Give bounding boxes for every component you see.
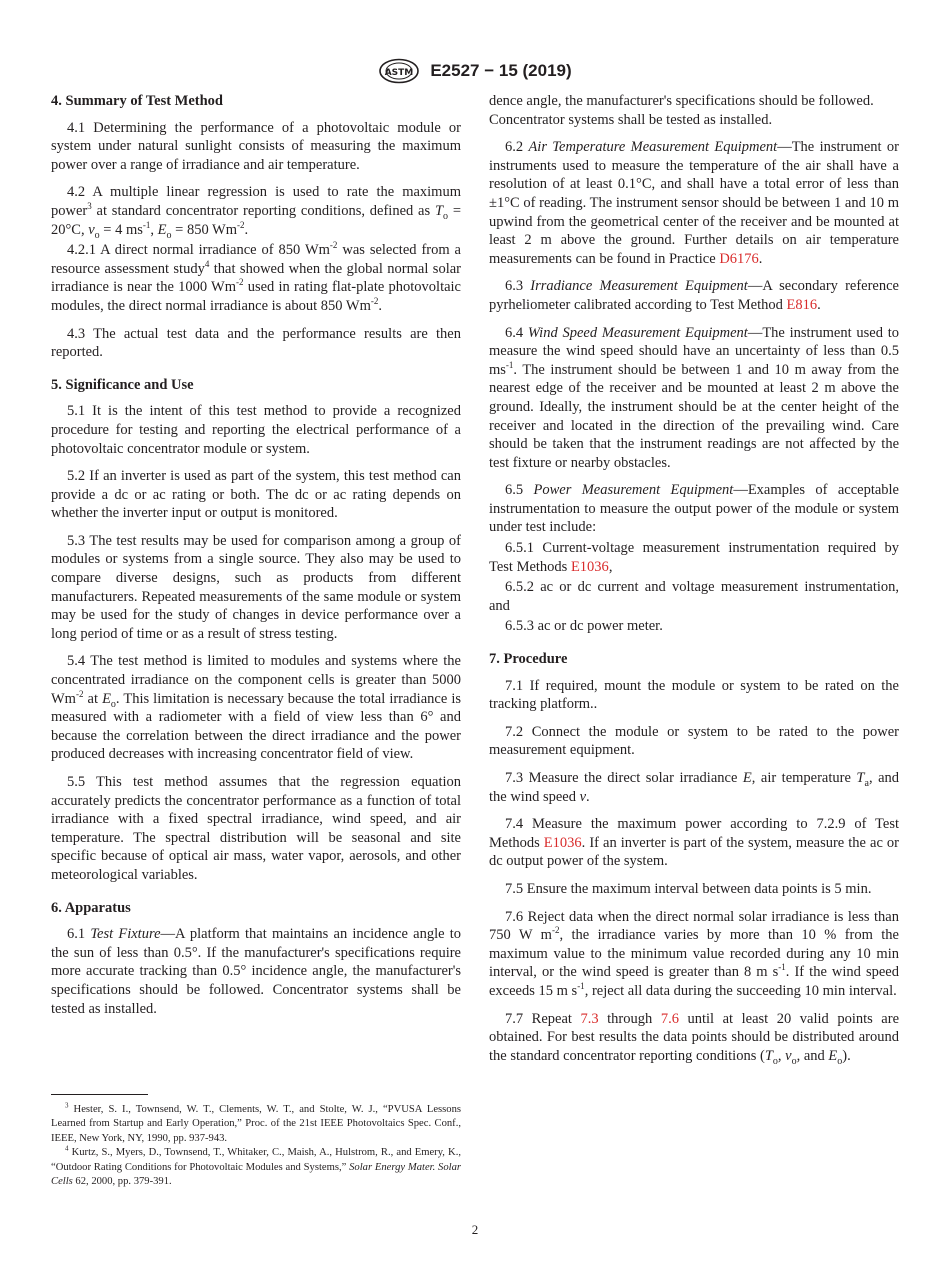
link-e1036[interactable]: E1036 — [570, 558, 609, 575]
para-5-4: 5.4 The test method is limited to modules and systems where the concentrated irradiance on the component cells is greater than 5000 $Wm^{-2}$ at $E_o$. This limitation is necessary because the total irradiance is measured with a radiometer with a field of view less than 6° and because the correlation between the direct irradiance and the power produced decreases with increasing concentrator field of view. — [51, 653, 462, 763]
footnote-rule — [51, 1094, 148, 1095]
footnote-4: $^4$ Kurtz, S., Myers, D., Townsend, T., Whitaker, C., Maish, A., Hulstrom, R., and Emery, K., “Outdoor Rating Conditions for Photovoltaic Modules and Systems,” Solar Energy Mater. Solar Cells 62, 2000, pp. 379-391. — [51, 1144, 462, 1188]
link-e1036-2[interactable]: E1036 — [543, 834, 582, 851]
para-5-3: 5.3 The test results may be used for comparison among a group of modules or systems from a single source. They also may be used to compare diverse designs, such as products from different manufacturers. Repeated measurements of the same module or system may be used for the study of changes in device performance over a long period of time or as a result of stress testing. — [51, 532, 461, 642]
para-6-4: 6.4 Wind Speed Measurement Equipment—The instrument used to measure the wind speed should have an uncertainty of less than 0.5 $ms^{-1}$. The instrument should be between 1 and 10 m away from the nearest edge of the receiver and be mounted at least 2 m above the ground. Ideally, the instrument should be at the center height of the receiver and located in the direction of the prevailing wind. Care should be taken that the instrument readings are not affected by the test fixture or nearby obstacles. — [489, 324, 900, 471]
para-6-1-continued: dence angle, the manufacturer's specifications should be followed. Concentrator systems shall be tested as installed. — [489, 93, 874, 128]
para-5-2: 5.2 If an inverter is used as part of the system, this test method can provide a dc or ac rating or both. The dc or ac rating depends on whether the inverter input or output is monitored. — [51, 468, 461, 522]
footnote-ref-3: 3 — [87, 201, 92, 212]
para-7-2: 7.2 Connect the module or system to be rated to the power measurement equipment. — [489, 723, 899, 759]
footnotes — [51, 1103, 461, 1189]
link-e816[interactable]: E816 — [786, 296, 818, 313]
para-4-2-1: 4.2.1 A direct normal irradiance of 850 $Wm^{-2}$ was selected from a resource assessment study$^4$ that showed when the global normal solar irradiance is near the 1000 $Wm^{-2}$ used in rating flat-plate photovoltaic modules, the direct normal irradiance is about 850 $Wm^{-2}$. — [51, 240, 461, 314]
right-column — [489, 92, 899, 1074]
svg-text:ASTM: ASTM — [385, 68, 414, 78]
para-5-5: 5.5 This test method assumes that the regression equation accurately predicts the concentrator performance as a function of total irradiance with a fixed spectral irradiance, wind speed, and air temperature. The spectral distribution will be seasonal and site specific because of optical air mass, water vapor, aerosols, and other meteorological variables. — [51, 774, 461, 883]
para-7-3: 7.3 Measure the direct solar irradiance E, air temperature $T_a$, and the wind speed v. — [489, 770, 900, 805]
left-column — [51, 92, 462, 1017]
section-heading-6: 6. Apparatus — [51, 899, 131, 916]
para-6-5: 6.5 Power Measurement Equipment—Examples of acceptable instrumentation to measure the output power of the module or system under test include: — [489, 482, 899, 536]
section-heading-4: 4. Summary of Test Method — [51, 93, 223, 109]
section-heading-7: 7. Procedure — [489, 651, 568, 668]
para-7-6: 7.6 Reject data when the direct normal solar irradiance is less than 750 W $m^{-2}$, the irradiance varies by more than 10 % from the maximum value to the minimum value recorded during any 10 min interval, or the wind speed is greater than 8 m $s^{-1}$. If the wind speed exceeds 15 m $s^{-1}$, reject all data during the succeeding 10 min interval. — [489, 908, 899, 999]
para-7-4: 7.4 Measure the maximum power according to 7.2.9 of Test Methods E1036. If an inverter is part of the system, measure the ac or dc output power of the system. — [489, 816, 900, 870]
section-heading-5: 5. Significance and Use — [51, 376, 194, 393]
para-4-3: 4.3 The actual test data and the performance results are then reported. — [51, 325, 461, 361]
para-6-1: 6.1 Test Fixture—A platform that maintains an incidence angle to the sun of less than 0.5°. If the manufacturer's specifications require more accurate tracking than 0.5° incidence angle, the manufacturer's specifications should be followed. Concentrator systems shall be tested as installed. — [51, 926, 462, 1017]
link-7-3[interactable]: 7.3 — [580, 1010, 599, 1027]
para-6-3: 6.3 Irradiance Measurement Equipment—A secondary reference pyrheliometer calibrated according to Test Method E816. — [489, 278, 899, 313]
standard-designation: E2527 − 15 (2019) — [430, 61, 572, 80]
para-4-2: 4.2 A multiple linear regression is used to rate the maximum power$^3$ at standard concentrator reporting conditions, defined as $T_o = 20^\circ C$, $v_o = 4$ $ms^{-1}$, $E_o = 850$ $Wm^{-2}$. — [51, 184, 461, 241]
para-6-5-1: 6.5.1 Current-voltage measurement instrumentation required by Test Methods E1036, — [489, 540, 899, 575]
para-7-5: 7.5 Ensure the maximum interval between data points is 5 min. — [505, 880, 872, 897]
para-6-2: 6.2 Air Temperature Measurement Equipment—The instrument or instruments used to measure the temperature of the air shall have a resolution of at least 0.1°C, and shall have a total error of less than ±1°C of reading. The instrument sensor should be between 1 and 10 m upwind from the geometrical center of the receiver and be mounted at least 2 m above the ground. Further details on air temperature measurements can be found in Practice D6176. — [489, 139, 899, 267]
para-7-7: 7.7 Repeat 7.3 through 7.6 until at least 20 valid points are obtained. For best results the data points should be distributed around the standard concentrator reporting conditions ($T_o$, $v_o$, and $E_o$). — [489, 1010, 900, 1067]
page-header — [0, 58, 950, 84]
para-7-1: 7.1 If required, mount the module or system to be rated on the tracking platform.. — [489, 677, 899, 713]
astm-logo — [378, 58, 420, 84]
footnote-ref-4: 4 — [204, 258, 210, 269]
footnote-3: $^3$ Hester, S. I., Townsend, W. T., Clements, W. T., and Stolte, W. J., “PVUSA Lessons Learned from Startup and Early Operation,” Proc. of the 21st IEEE Photovoltaics Spec. Conf., IEEE, New York, NY, 1990, pp. 937-943. — [51, 1101, 461, 1144]
para-5-1: 5.1 It is the intent of this test method to provide a recognized procedure for testing and reporting the electrical performance of a photovoltaic concentrator module or system. — [51, 403, 461, 457]
para-4-1: 4.1 Determining the performance of a photovoltaic module or system under natural sunlight consists of measuring the maximum power over a range of irradiance and air temperature. — [51, 119, 461, 173]
para-6-5-2: 6.5.2 ac or dc current and voltage measurement instrumentation, and — [489, 579, 899, 614]
para-6-5-3: 6.5.3 ac or dc power meter. — [505, 618, 663, 635]
link-7-6[interactable]: 7.6 — [660, 1010, 679, 1027]
link-d6176[interactable]: D6176 — [719, 250, 759, 267]
page-number: 2 — [471, 1222, 479, 1237]
